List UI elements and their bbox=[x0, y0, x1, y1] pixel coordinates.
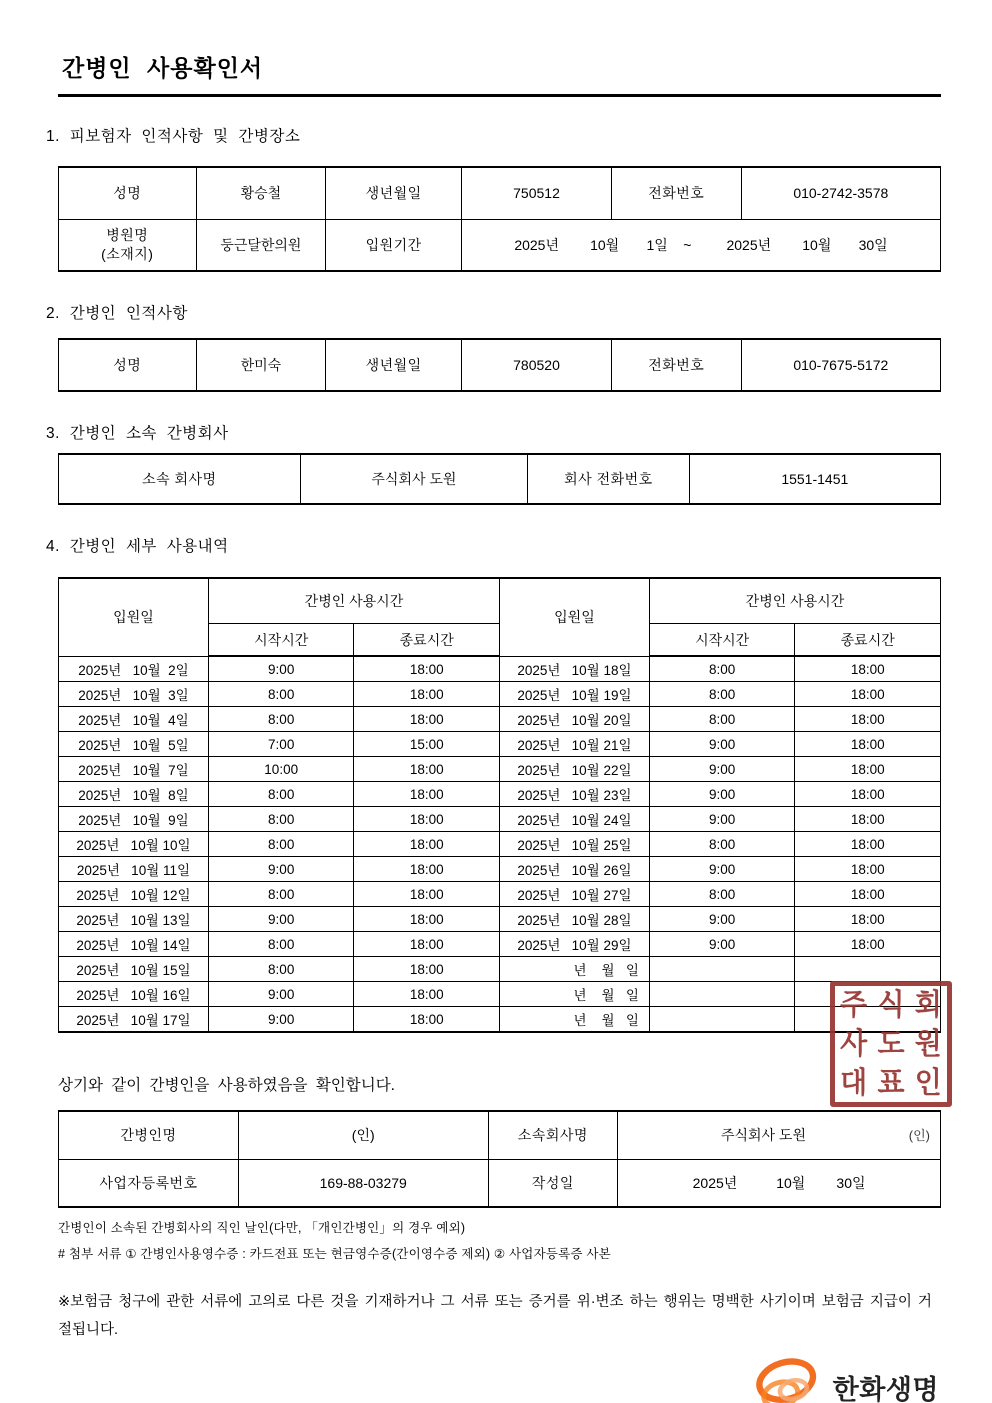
usage-left-end-cell: 18:00 bbox=[354, 857, 500, 882]
hospital-label: 병원명 (소재지) bbox=[59, 219, 197, 271]
company-seal-mark: (인) bbox=[908, 1128, 930, 1144]
usage-right-end-cell: 18:00 bbox=[795, 757, 941, 782]
usage-left-date-cell: 2025년 10월 17일 bbox=[59, 1007, 209, 1033]
usage-left-start-cell: 8:00 bbox=[208, 832, 354, 857]
usage-row bbox=[59, 932, 941, 957]
usage-left-date-cell: 2025년 10월 5일 bbox=[59, 732, 209, 757]
usage-right-start-cell: 8:00 bbox=[649, 882, 795, 907]
usage-right-end-cell: 18:00 bbox=[795, 832, 941, 857]
usage-right-date-cell: 2025년 10월 29일 bbox=[499, 932, 649, 957]
usage-left-end-cell: 18:00 bbox=[354, 782, 500, 807]
biznum-value: 169-88-03279 bbox=[238, 1159, 488, 1207]
usage-right-end-cell: 18:00 bbox=[795, 807, 941, 832]
caregiver-row bbox=[59, 339, 941, 391]
usage-row bbox=[59, 656, 941, 682]
usage-row bbox=[59, 832, 941, 857]
usage-left-date-cell: 2025년 10월 14일 bbox=[59, 932, 209, 957]
usage-right-date-cell: 년 월 일 bbox=[499, 957, 649, 982]
usage-row bbox=[59, 957, 941, 982]
insured-birth-value: 750512 bbox=[462, 167, 612, 219]
signature-row-1 bbox=[59, 1111, 941, 1159]
usage-left-start-cell: 8:00 bbox=[208, 807, 354, 832]
usage-left-start-cell: 10:00 bbox=[208, 757, 354, 782]
usage-left-start-cell: 7:00 bbox=[208, 732, 354, 757]
usage-left-end-cell: 15:00 bbox=[354, 732, 500, 757]
usage-right-date-cell: 2025년 10월 23일 bbox=[499, 782, 649, 807]
fraud-warning: ※보험금 청구에 관한 서류에 고의로 다른 것을 기재하거나 그 서류 또는 증거를 위·변조 하는 행위는 명백한 사기이며 보험금 지급이 거절됩니다. bbox=[58, 1294, 932, 1338]
usage-right-end-cell: 18:00 bbox=[795, 782, 941, 807]
usage-right-start-cell: 9:00 bbox=[649, 782, 795, 807]
usage-right-date-cell: 2025년 10월 28일 bbox=[499, 907, 649, 932]
title-underline bbox=[58, 94, 941, 97]
caregiver-company-table bbox=[58, 453, 941, 505]
usage-row bbox=[59, 807, 941, 832]
usage-header-row-1 bbox=[59, 578, 941, 624]
caregiver-name-label: 성명 bbox=[59, 339, 197, 391]
usage-row bbox=[59, 882, 941, 907]
usage-left-date-cell: 2025년 10월 8일 bbox=[59, 782, 209, 807]
usage-right-date-cell: 2025년 10월 21일 bbox=[499, 732, 649, 757]
usage-row bbox=[59, 757, 941, 782]
insured-row-1 bbox=[59, 167, 941, 219]
biznum-label: 사업자등록번호 bbox=[59, 1159, 239, 1207]
usage-end-header-left: 종료시간 bbox=[354, 624, 500, 657]
usage-right-date-cell: 2025년 10월 18일 bbox=[499, 656, 649, 682]
usage-row bbox=[59, 782, 941, 807]
company-phone-label: 회사 전화번호 bbox=[528, 454, 689, 504]
write-date-value: 2025년 10월 30일 bbox=[618, 1159, 941, 1207]
sign-company-value: (인) 주식회사 도원 bbox=[618, 1111, 941, 1159]
usage-left-start-cell: 9:00 bbox=[208, 982, 354, 1007]
caregiver-sign-label: 간병인명 bbox=[59, 1111, 239, 1159]
usage-left-start-cell: 8:00 bbox=[208, 932, 354, 957]
usage-right-date-cell: 2025년 10월 27일 bbox=[499, 882, 649, 907]
caregiver-phone-value: 010-7675-5172 bbox=[741, 339, 940, 391]
usage-date-header-left: 입원일 bbox=[59, 578, 209, 656]
usage-right-date-cell: 년 월 일 bbox=[499, 1007, 649, 1033]
usage-left-date-cell: 2025년 10월 9일 bbox=[59, 807, 209, 832]
brand-logo-text: 한화생명 bbox=[832, 1374, 939, 1403]
usage-left-end-cell: 18:00 bbox=[354, 682, 500, 707]
insured-info-table bbox=[58, 166, 941, 272]
usage-left-end-cell: 18:00 bbox=[354, 907, 500, 932]
usage-right-start-cell: 9:00 bbox=[649, 732, 795, 757]
seal-mark: (인) bbox=[351, 1127, 375, 1144]
section4-heading: 4. 간병인 세부 사용내역 bbox=[46, 538, 229, 555]
usage-right-start-cell bbox=[649, 957, 795, 982]
usage-right-end-cell: 18:00 bbox=[795, 656, 941, 682]
insured-row-2 bbox=[59, 219, 941, 271]
document-content bbox=[46, 0, 941, 1403]
usage-right-start-cell: 9:00 bbox=[649, 907, 795, 932]
usage-left-end-cell: 18:00 bbox=[354, 932, 500, 957]
usage-right-start-cell: 9:00 bbox=[649, 932, 795, 957]
usage-left-end-cell: 18:00 bbox=[354, 656, 500, 682]
usage-left-date-cell: 2025년 10월 2일 bbox=[59, 656, 209, 682]
caregiver-birth-value: 780520 bbox=[462, 339, 612, 391]
usage-row bbox=[59, 682, 941, 707]
usage-left-date-cell: 2025년 10월 16일 bbox=[59, 982, 209, 1007]
usage-right-start-cell bbox=[649, 982, 795, 1007]
usage-right-end-cell: 18:00 bbox=[795, 707, 941, 732]
footnote-line-1: 간병인이 소속된 간병회사의 직인 날인(다만, 「개인간병인」의 경우 예외) bbox=[58, 1221, 466, 1235]
section1-heading: 1. 피보험자 인적사항 및 간병장소 bbox=[46, 128, 301, 145]
insured-phone-value: 010-2742-3578 bbox=[741, 167, 940, 219]
usage-left-start-cell: 9:00 bbox=[208, 857, 354, 882]
caregiver-birth-label: 생년월일 bbox=[326, 339, 462, 391]
period-value: 2025년 10월 1일 ~ 2025년 10월 30일 bbox=[462, 219, 941, 271]
sign-company-label: 소속회사명 bbox=[488, 1111, 618, 1159]
usage-left-start-cell: 8:00 bbox=[208, 782, 354, 807]
company-name-label: 소속 회사명 bbox=[59, 454, 301, 504]
usage-left-date-cell: 2025년 10월 15일 bbox=[59, 957, 209, 982]
usage-left-end-cell: 18:00 bbox=[354, 957, 500, 982]
usage-right-date-cell: 2025년 10월 26일 bbox=[499, 857, 649, 882]
usage-left-end-cell: 18:00 bbox=[354, 807, 500, 832]
usage-left-date-cell: 2025년 10월 12일 bbox=[59, 882, 209, 907]
usage-left-start-cell: 8:00 bbox=[208, 957, 354, 982]
section3-heading: 3. 간병인 소속 간병회사 bbox=[46, 425, 229, 442]
usage-right-start-cell: 8:00 bbox=[649, 656, 795, 682]
usage-row bbox=[59, 982, 941, 1007]
usage-right-date-cell: 2025년 10월 24일 bbox=[499, 807, 649, 832]
usage-right-end-cell: 18:00 bbox=[795, 907, 941, 932]
usage-right-end-cell: 18:00 bbox=[795, 732, 941, 757]
usage-detail-table bbox=[58, 577, 941, 1033]
caregiver-name-value: 한미숙 bbox=[196, 339, 326, 391]
usage-left-date-cell: 2025년 10월 11일 bbox=[59, 857, 209, 882]
usage-row bbox=[59, 857, 941, 882]
corporate-seal-stamp: 주 식 회 사 도 원 대 표 인 bbox=[830, 981, 952, 1107]
period-label: 입원기간 bbox=[326, 219, 462, 271]
caregiver-sign-field bbox=[238, 1111, 488, 1159]
usage-start-header-left: 시작시간 bbox=[208, 624, 354, 657]
insured-name-label: 성명 bbox=[59, 167, 197, 219]
usage-left-end-cell: 18:00 bbox=[354, 1007, 500, 1033]
usage-right-end-cell: 18:00 bbox=[795, 857, 941, 882]
usage-right-start-cell: 9:00 bbox=[649, 857, 795, 882]
usage-row bbox=[59, 707, 941, 732]
usage-left-start-cell: 9:00 bbox=[208, 907, 354, 932]
usage-right-start-cell bbox=[649, 1007, 795, 1033]
insured-name-value: 황승철 bbox=[196, 167, 326, 219]
brand-logo bbox=[58, 1356, 941, 1403]
usage-left-date-cell: 2025년 10월 7일 bbox=[59, 757, 209, 782]
write-date-label: 작성일 bbox=[488, 1159, 618, 1207]
usage-right-date-cell: 2025년 10월 19일 bbox=[499, 682, 649, 707]
usage-start-header-right: 시작시간 bbox=[649, 624, 795, 657]
hanwha-circles-icon bbox=[751, 1356, 825, 1403]
usage-time-header-left: 간병인 사용시간 bbox=[208, 578, 499, 624]
usage-row bbox=[59, 1007, 941, 1033]
usage-end-header-right: 종료시간 bbox=[795, 624, 941, 657]
usage-right-end-cell: 18:00 bbox=[795, 932, 941, 957]
usage-right-start-cell: 8:00 bbox=[649, 707, 795, 732]
usage-right-start-cell: 8:00 bbox=[649, 832, 795, 857]
confirmation-statement: 상기와 같이 간병인을 사용하였음을 확인합니다. bbox=[58, 1077, 395, 1094]
usage-right-start-cell: 8:00 bbox=[649, 682, 795, 707]
usage-time-header-right: 간병인 사용시간 bbox=[649, 578, 940, 624]
usage-left-start-cell: 9:00 bbox=[208, 1007, 354, 1033]
hospital-value: 둥근달한의원 bbox=[196, 219, 326, 271]
company-row bbox=[59, 454, 941, 504]
page-title: 간병인 사용확인서 bbox=[62, 55, 264, 81]
footnote-line-2: # 첨부 서류 ① 간병인사용영수증 : 카드전표 또는 현금영수증(간이영수증 제외) ② 사업자등록증 사본 bbox=[58, 1246, 611, 1261]
caregiver-info-table bbox=[58, 338, 941, 392]
usage-right-date-cell: 년 월 일 bbox=[499, 982, 649, 1007]
usage-left-end-cell: 18:00 bbox=[354, 982, 500, 1007]
usage-right-date-cell: 2025년 10월 20일 bbox=[499, 707, 649, 732]
usage-left-date-cell: 2025년 10월 3일 bbox=[59, 682, 209, 707]
company-phone-value: 1551-1451 bbox=[689, 454, 940, 504]
usage-left-date-cell: 2025년 10월 10일 bbox=[59, 832, 209, 857]
usage-left-start-cell: 8:00 bbox=[208, 882, 354, 907]
usage-left-end-cell: 18:00 bbox=[354, 757, 500, 782]
usage-left-end-cell: 18:00 bbox=[354, 882, 500, 907]
usage-left-end-cell: 18:00 bbox=[354, 707, 500, 732]
usage-right-end-cell: 18:00 bbox=[795, 882, 941, 907]
usage-left-start-cell: 9:00 bbox=[208, 656, 354, 682]
usage-right-date-cell: 2025년 10월 22일 bbox=[499, 757, 649, 782]
usage-right-end-cell bbox=[795, 957, 941, 982]
insured-phone-label: 전화번호 bbox=[611, 167, 741, 219]
usage-left-date-cell: 2025년 10월 13일 bbox=[59, 907, 209, 932]
footnotes bbox=[58, 1216, 941, 1267]
usage-row bbox=[59, 732, 941, 757]
usage-row bbox=[59, 907, 941, 932]
section2-heading: 2. 간병인 인적사항 bbox=[46, 305, 188, 322]
company-name-value: 주식회사 도원 bbox=[300, 454, 528, 504]
insured-birth-label: 생년월일 bbox=[326, 167, 462, 219]
usage-left-start-cell: 8:00 bbox=[208, 707, 354, 732]
usage-date-header-right: 입원일 bbox=[499, 578, 649, 656]
signature-row-2 bbox=[59, 1159, 941, 1207]
usage-left-end-cell: 18:00 bbox=[354, 832, 500, 857]
signature-table bbox=[58, 1110, 941, 1208]
usage-left-date-cell: 2025년 10월 4일 bbox=[59, 707, 209, 732]
usage-left-start-cell: 8:00 bbox=[208, 682, 354, 707]
usage-right-start-cell: 9:00 bbox=[649, 807, 795, 832]
caregiver-phone-label: 전화번호 bbox=[611, 339, 741, 391]
usage-right-date-cell: 2025년 10월 25일 bbox=[499, 832, 649, 857]
usage-right-end-cell: 18:00 bbox=[795, 682, 941, 707]
usage-right-start-cell: 9:00 bbox=[649, 757, 795, 782]
